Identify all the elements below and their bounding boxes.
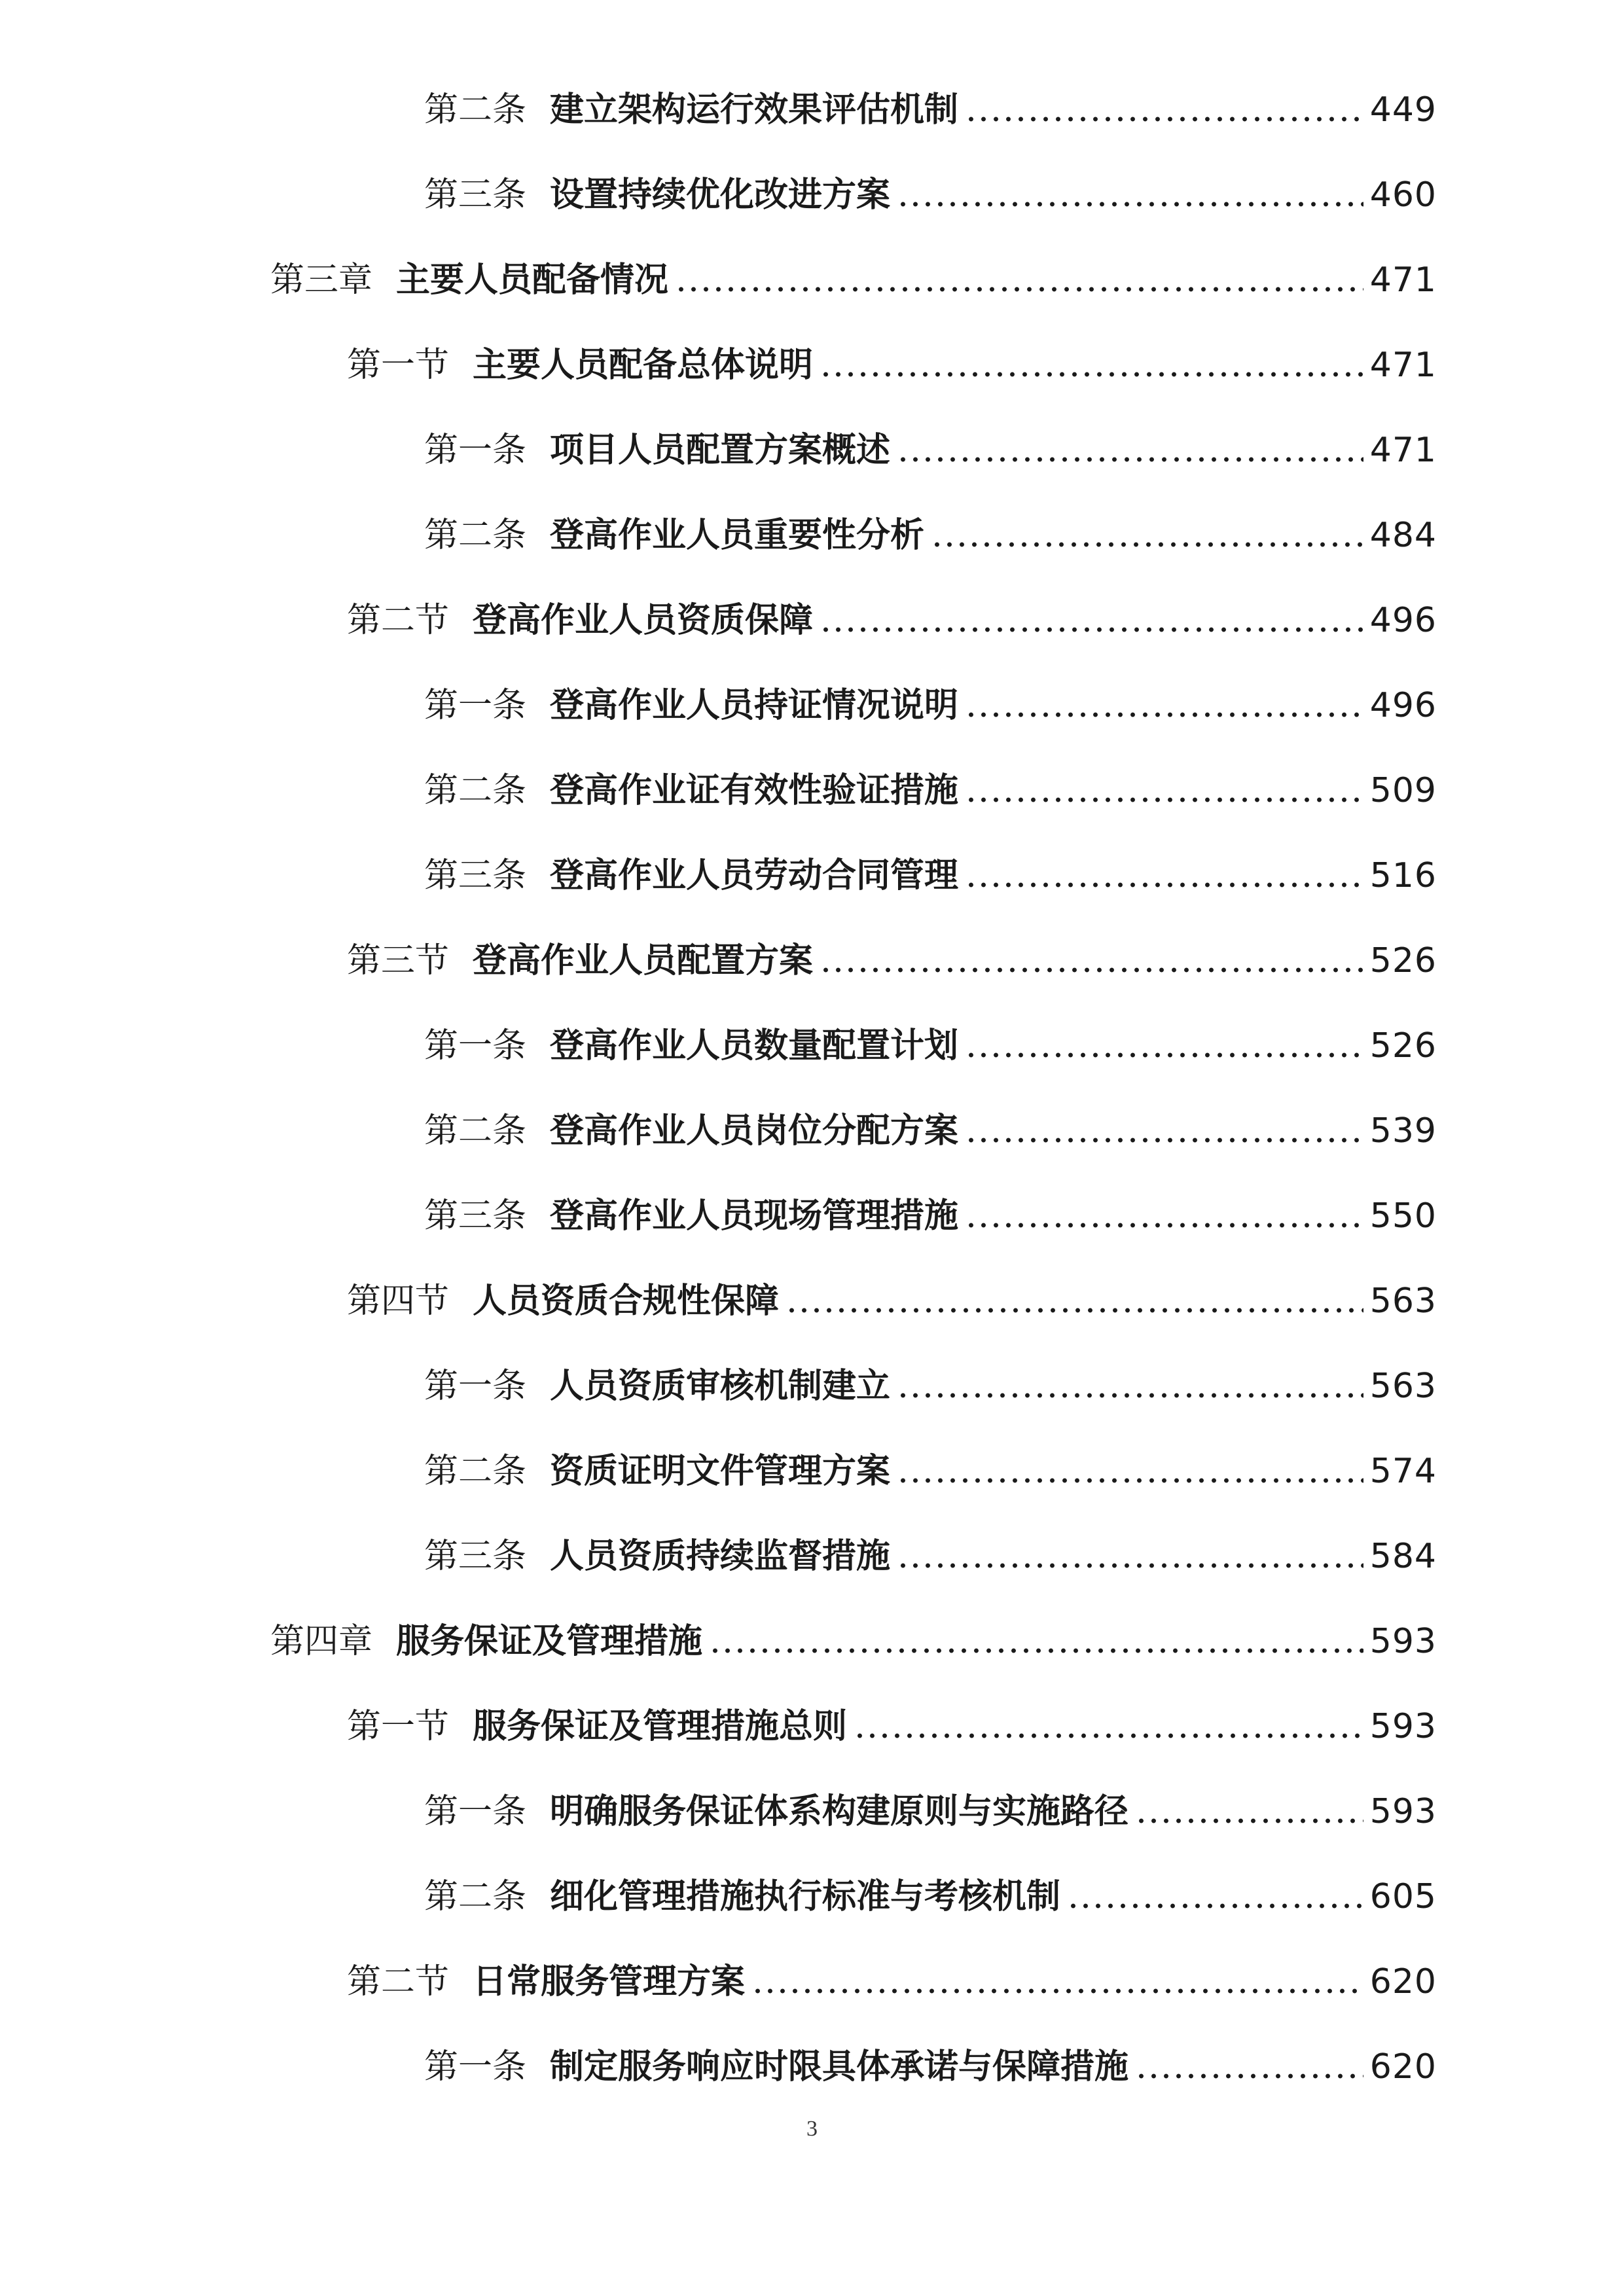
toc-entry-number: 第二条 bbox=[424, 90, 527, 130]
toc-entry[interactable] bbox=[0, 238, 1624, 323]
dot-leader bbox=[965, 880, 1363, 889]
toc-entry-number: 第二条 bbox=[424, 771, 527, 810]
toc-entry-title: 主要人员配备情况 bbox=[396, 260, 669, 300]
toc-entry-page: 526 bbox=[1369, 1026, 1437, 1066]
dot-leader bbox=[785, 1306, 1363, 1315]
toc-entry-number: 第二节 bbox=[347, 1962, 450, 2001]
dot-leader bbox=[1135, 2072, 1363, 2081]
toc-entry-page: 496 bbox=[1369, 601, 1437, 640]
toc-entry-page: 496 bbox=[1369, 686, 1437, 725]
table-of-contents bbox=[0, 67, 1624, 2109]
toc-entry-number: 第二节 bbox=[347, 601, 450, 640]
toc-entry-number: 第一条 bbox=[424, 1026, 527, 1066]
toc-entry[interactable] bbox=[0, 1174, 1624, 1259]
toc-entry-number: 第三条 bbox=[424, 1196, 527, 1236]
toc-entry-title: 细化管理措施执行标准与考核机制 bbox=[550, 1877, 1061, 1916]
toc-entry[interactable] bbox=[0, 1939, 1624, 2024]
toc-entry[interactable] bbox=[0, 493, 1624, 578]
toc-entry-page: 460 bbox=[1369, 175, 1437, 215]
toc-entry-page: 471 bbox=[1369, 260, 1437, 300]
toc-entry[interactable] bbox=[0, 408, 1624, 493]
toc-entry[interactable] bbox=[0, 1684, 1624, 1769]
dot-leader bbox=[965, 1221, 1363, 1230]
toc-entry-page: 484 bbox=[1369, 516, 1437, 555]
toc-entry-title: 日常服务管理方案 bbox=[473, 1962, 746, 2001]
toc-entry-number: 第三条 bbox=[424, 1537, 527, 1576]
toc-entry-title: 登高作业人员岗位分配方案 bbox=[550, 1111, 959, 1151]
toc-entry-number: 第一节 bbox=[347, 1707, 450, 1746]
toc-entry-number: 第一节 bbox=[347, 346, 450, 385]
dot-leader bbox=[931, 540, 1363, 549]
toc-entry-title: 制定服务响应时限具体承诺与保障措施 bbox=[550, 2047, 1129, 2087]
dot-leader bbox=[675, 285, 1363, 294]
dot-leader bbox=[820, 965, 1363, 975]
toc-entry[interactable] bbox=[0, 2024, 1624, 2109]
toc-entry-number: 第二条 bbox=[424, 1877, 527, 1916]
toc-entry-title: 登高作业人员持证情况说明 bbox=[550, 686, 959, 725]
toc-entry-title: 人员资质合规性保障 bbox=[473, 1282, 780, 1321]
toc-entry[interactable] bbox=[0, 748, 1624, 833]
toc-entry-number: 第三条 bbox=[424, 175, 527, 215]
toc-entry-number: 第二条 bbox=[424, 1452, 527, 1491]
toc-entry-number: 第三节 bbox=[347, 941, 450, 980]
toc-entry-page: 620 bbox=[1369, 1962, 1437, 2001]
dot-leader bbox=[965, 1136, 1363, 1145]
dot-leader bbox=[965, 710, 1363, 719]
toc-entry-number: 第一条 bbox=[424, 1792, 527, 1831]
dot-leader bbox=[709, 1646, 1363, 1655]
toc-entry-page: 574 bbox=[1369, 1452, 1437, 1491]
toc-entry[interactable] bbox=[0, 1429, 1624, 1514]
toc-entry-page: 471 bbox=[1369, 346, 1437, 385]
toc-entry-number: 第四节 bbox=[347, 1282, 450, 1321]
dot-leader bbox=[751, 1986, 1363, 1996]
toc-entry-page: 539 bbox=[1369, 1111, 1437, 1151]
toc-entry[interactable] bbox=[0, 1514, 1624, 1599]
toc-entry-page: 516 bbox=[1369, 856, 1437, 895]
toc-entry[interactable] bbox=[0, 1003, 1624, 1088]
toc-entry-page: 605 bbox=[1369, 1877, 1437, 1916]
dot-leader bbox=[965, 115, 1363, 124]
toc-entry[interactable] bbox=[0, 1344, 1624, 1429]
toc-entry-number: 第二条 bbox=[424, 516, 527, 555]
toc-entry[interactable] bbox=[0, 152, 1624, 238]
toc-entry-title: 登高作业人员劳动合同管理 bbox=[550, 856, 959, 895]
dot-leader bbox=[820, 625, 1363, 634]
toc-entry[interactable] bbox=[0, 578, 1624, 663]
toc-entry[interactable] bbox=[0, 1769, 1624, 1854]
toc-entry-title: 人员资质审核机制建立 bbox=[550, 1367, 891, 1406]
toc-entry-number: 第二条 bbox=[424, 1111, 527, 1151]
toc-entry[interactable] bbox=[0, 663, 1624, 748]
toc-entry[interactable] bbox=[0, 323, 1624, 408]
toc-entry-title: 建立架构运行效果评估机制 bbox=[550, 90, 959, 130]
page-number: 3 bbox=[806, 2117, 818, 2141]
dot-leader bbox=[897, 455, 1363, 464]
toc-entry-page: 526 bbox=[1369, 941, 1437, 980]
toc-entry-title: 项目人员配置方案概述 bbox=[550, 431, 891, 470]
toc-entry-page: 471 bbox=[1369, 431, 1437, 470]
toc-entry-page: 593 bbox=[1369, 1707, 1437, 1746]
toc-entry-number: 第一条 bbox=[424, 686, 527, 725]
dot-leader bbox=[897, 1561, 1363, 1570]
toc-entry[interactable] bbox=[0, 1088, 1624, 1174]
toc-entry-page: 449 bbox=[1369, 90, 1437, 130]
dot-leader bbox=[897, 1476, 1363, 1485]
dot-leader bbox=[854, 1731, 1363, 1740]
toc-entry-number: 第四章 bbox=[270, 1622, 373, 1661]
toc-entry-page: 563 bbox=[1369, 1367, 1437, 1406]
toc-entry-number: 第一条 bbox=[424, 1367, 527, 1406]
toc-entry-title: 人员资质持续监督措施 bbox=[550, 1537, 891, 1576]
toc-entry-title: 资质证明文件管理方案 bbox=[550, 1452, 891, 1491]
toc-entry-title: 登高作业人员配置方案 bbox=[473, 941, 814, 980]
dot-leader bbox=[897, 200, 1363, 209]
toc-entry[interactable] bbox=[0, 1854, 1624, 1939]
toc-entry-page: 593 bbox=[1369, 1622, 1437, 1661]
toc-entry-title: 登高作业证有效性验证措施 bbox=[550, 771, 959, 810]
toc-entry-title: 服务保证及管理措施总则 bbox=[473, 1707, 848, 1746]
dot-leader bbox=[965, 1050, 1363, 1060]
toc-entry-number: 第一条 bbox=[424, 431, 527, 470]
toc-entry-title: 登高作业人员资质保障 bbox=[473, 601, 814, 640]
dot-leader bbox=[897, 1391, 1363, 1400]
toc-entry[interactable] bbox=[0, 67, 1624, 152]
dot-leader bbox=[1067, 1901, 1363, 1910]
toc-entry-title: 主要人员配备总体说明 bbox=[473, 346, 814, 385]
toc-entry-title: 明确服务保证体系构建原则与实施路径 bbox=[550, 1792, 1129, 1831]
toc-entry[interactable] bbox=[0, 1599, 1624, 1684]
toc-entry[interactable] bbox=[0, 918, 1624, 1003]
toc-entry-page: 563 bbox=[1369, 1282, 1437, 1321]
toc-entry-page: 550 bbox=[1369, 1196, 1437, 1236]
toc-entry-number: 第三条 bbox=[424, 856, 527, 895]
toc-entry[interactable] bbox=[0, 833, 1624, 918]
toc-entry-number: 第三章 bbox=[270, 260, 373, 300]
toc-entry-page: 593 bbox=[1369, 1792, 1437, 1831]
toc-entry-page: 509 bbox=[1369, 771, 1437, 810]
toc-entry-title: 设置持续优化改进方案 bbox=[550, 175, 891, 215]
toc-entry-page: 620 bbox=[1369, 2047, 1437, 2087]
toc-entry-title: 登高作业人员重要性分析 bbox=[550, 516, 925, 555]
toc-entry-number: 第一条 bbox=[424, 2047, 527, 2087]
toc-entry-page: 584 bbox=[1369, 1537, 1437, 1576]
dot-leader bbox=[820, 370, 1363, 379]
toc-entry-title: 服务保证及管理措施 bbox=[396, 1622, 703, 1661]
dot-leader bbox=[1135, 1816, 1363, 1825]
dot-leader bbox=[965, 795, 1363, 804]
toc-entry-title: 登高作业人员现场管理措施 bbox=[550, 1196, 959, 1236]
toc-entry-title: 登高作业人员数量配置计划 bbox=[550, 1026, 959, 1066]
toc-entry[interactable] bbox=[0, 1259, 1624, 1344]
